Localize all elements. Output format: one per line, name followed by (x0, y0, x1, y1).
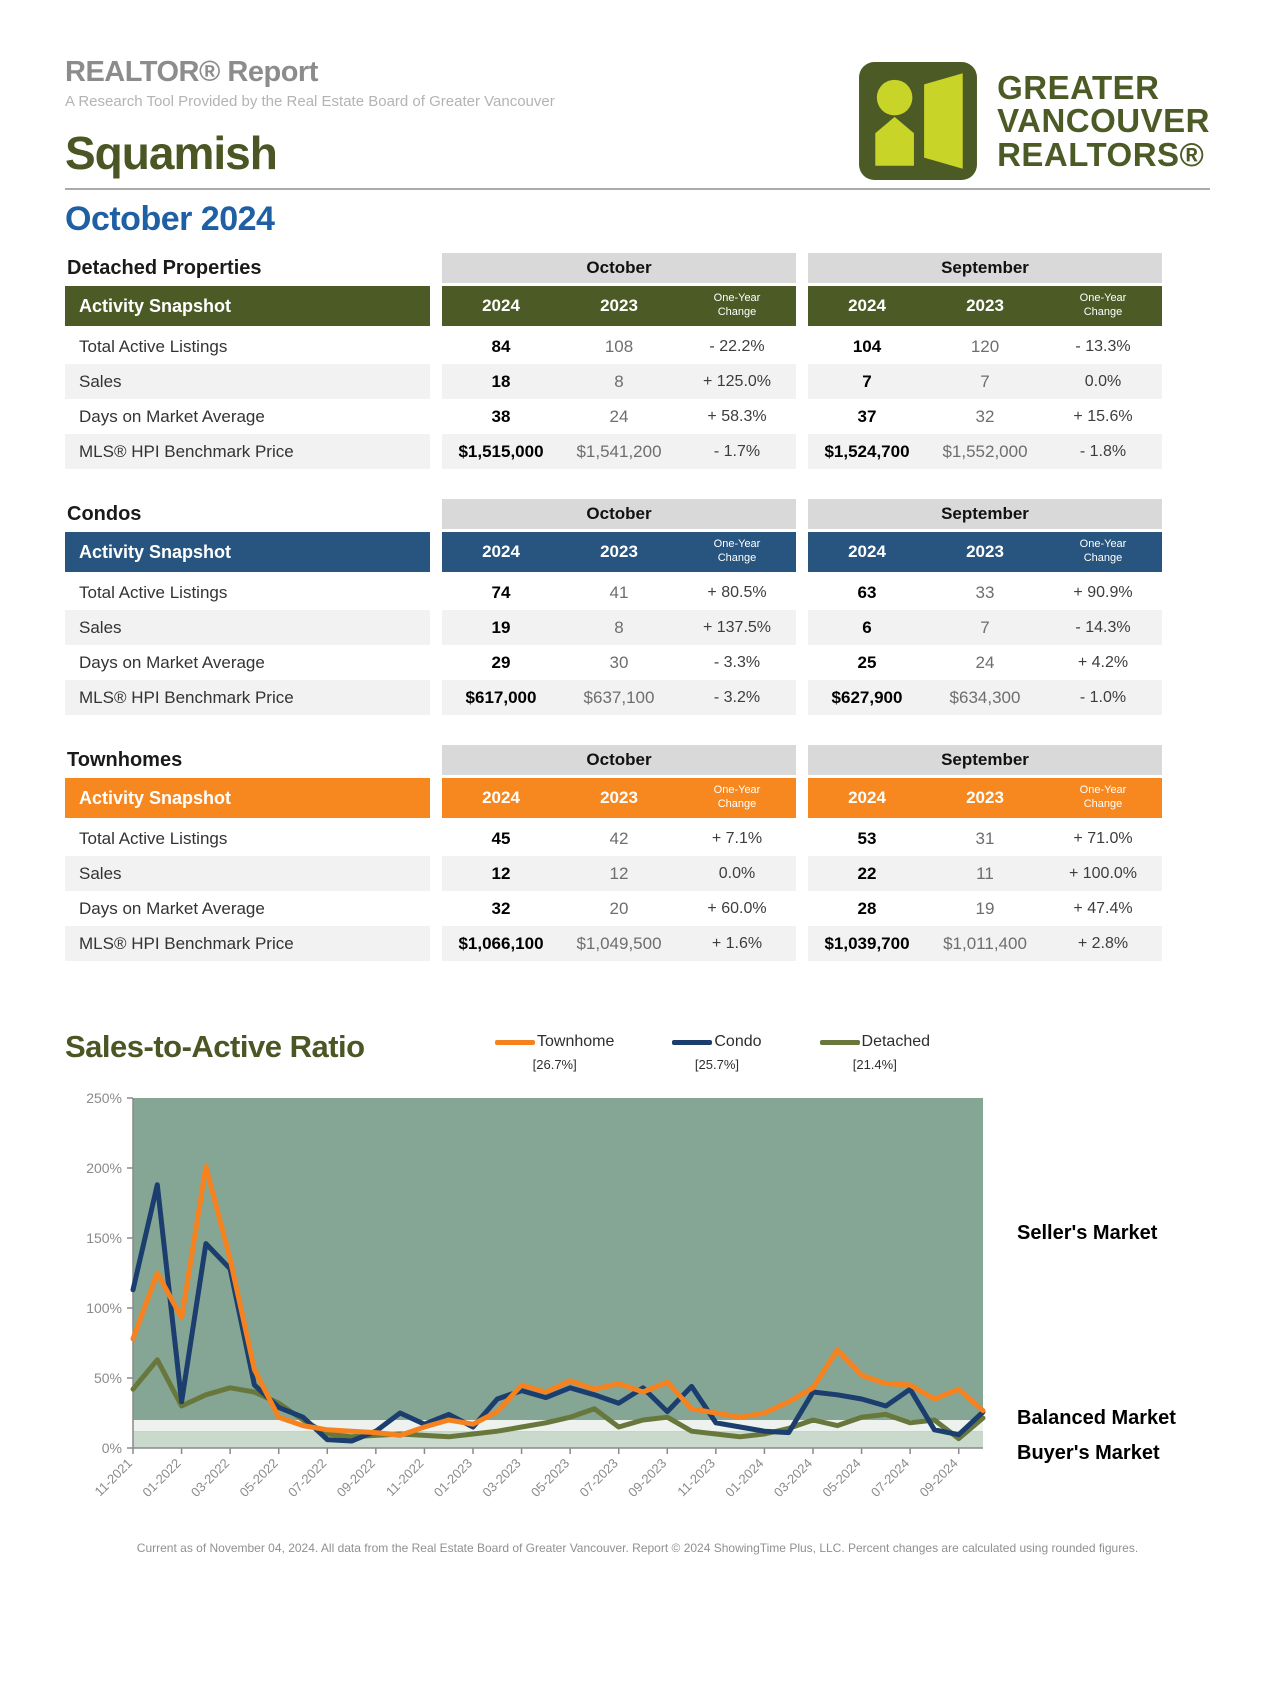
table-row (65, 610, 1210, 645)
svg-text:200%: 200% (86, 1160, 122, 1176)
svg-text:11-2023: 11-2023 (674, 1455, 718, 1500)
cell-value: $1,524,700 (808, 434, 926, 469)
svg-text:03-2022: 03-2022 (187, 1455, 233, 1500)
cell-value: 25 (808, 645, 926, 680)
cell-value: $1,011,400 (926, 926, 1044, 961)
cell-value: - 1.7% (678, 434, 796, 469)
cell-value: 24 (926, 645, 1044, 680)
table-row (65, 329, 1210, 364)
logo-line-1: GREATER (997, 68, 1160, 106)
col-header-2023: 2023 (926, 778, 1044, 818)
row-label: MLS® HPI Benchmark Price (65, 926, 430, 961)
logo-line-2: VANCOUVER (997, 102, 1210, 140)
row-label: Sales (65, 610, 430, 645)
legend-condo (672, 1033, 761, 1072)
detached-properties-table (65, 253, 1210, 469)
header-divider (65, 188, 1210, 190)
cell-value: $637,100 (560, 680, 678, 715)
legend-label: Townhome (537, 1033, 615, 1050)
col-header-2023: 2023 (926, 532, 1044, 572)
report-title: REALTOR® Report (65, 56, 318, 88)
cell-value: $1,039,700 (808, 926, 926, 961)
cell-value: 29 (442, 645, 560, 680)
cell-value: 6 (808, 610, 926, 645)
activity-snapshot-header: Activity Snapshot (65, 286, 430, 326)
cell-value: 45 (442, 821, 560, 856)
svg-text:01-2024: 01-2024 (722, 1455, 767, 1500)
row-label: Total Active Listings (65, 329, 430, 364)
cell-value: - 1.0% (1044, 680, 1162, 715)
col-header-change: One-Year Change (678, 778, 796, 818)
cell-value: + 2.8% (1044, 926, 1162, 961)
cell-value: 8 (560, 610, 678, 645)
col-header-2024: 2024 (442, 532, 560, 572)
svg-text:09-2022: 09-2022 (333, 1455, 378, 1500)
cell-value: 38 (442, 399, 560, 434)
cell-value: 104 (808, 329, 926, 364)
cell-value: 33 (926, 575, 1044, 610)
cell-value: + 58.3% (678, 399, 796, 434)
col-header-2024: 2024 (442, 286, 560, 326)
legend-current-value: [26.7%] (532, 1057, 577, 1072)
area-title: Squamish (65, 127, 277, 179)
cell-value: + 71.0% (1044, 821, 1162, 856)
col-header-2023: 2023 (926, 286, 1044, 326)
table-row (65, 575, 1210, 610)
table-row (65, 364, 1210, 399)
cell-value: 31 (926, 821, 1044, 856)
month-header-september: September (808, 253, 1162, 283)
cell-value: + 1.6% (678, 926, 796, 961)
svg-text:11-2022: 11-2022 (382, 1455, 427, 1500)
col-header-change: One-Year Change (678, 286, 796, 326)
cell-value: 84 (442, 329, 560, 364)
activity-snapshot-header: Activity Snapshot (65, 778, 430, 818)
cell-value: - 22.2% (678, 329, 796, 364)
cell-value: 12 (560, 856, 678, 891)
svg-text:05-2023: 05-2023 (527, 1455, 573, 1500)
townhome-line-swatch (495, 1040, 535, 1045)
col-header-change: One-Year Change (1044, 778, 1162, 818)
cell-value: + 4.2% (1044, 645, 1162, 680)
table-title: Townhomes (67, 749, 183, 771)
cell-value: $1,541,200 (560, 434, 678, 469)
legend-detached (820, 1033, 931, 1072)
table-row (65, 821, 1210, 856)
svg-text:01-2022: 01-2022 (139, 1455, 184, 1500)
svg-text:05-2024: 05-2024 (819, 1455, 864, 1500)
month-header-september: September (808, 499, 1162, 529)
row-label: Days on Market Average (65, 399, 430, 434)
cell-value: - 1.8% (1044, 434, 1162, 469)
row-label: Days on Market Average (65, 891, 430, 926)
cell-value: + 90.9% (1044, 575, 1162, 610)
row-label: Sales (65, 364, 430, 399)
svg-text:150%: 150% (86, 1230, 122, 1246)
col-header-2024: 2024 (808, 778, 926, 818)
cell-value: - 3.3% (678, 645, 796, 680)
cell-value: 18 (442, 364, 560, 399)
svg-text:07-2023: 07-2023 (576, 1455, 621, 1500)
cell-value: + 125.0% (678, 364, 796, 399)
col-header-change: One-Year Change (1044, 532, 1162, 572)
cell-value: + 7.1% (678, 821, 796, 856)
chart-body (65, 1080, 1210, 1515)
sellers-market-label: Seller's Market (1017, 1222, 1158, 1244)
svg-text:01-2023: 01-2023 (430, 1455, 476, 1500)
cell-value: 42 (560, 821, 678, 856)
period-title: October 2024 (65, 200, 275, 238)
row-label: MLS® HPI Benchmark Price (65, 680, 430, 715)
svg-text:50%: 50% (93, 1370, 122, 1386)
cell-value: + 137.5% (678, 610, 796, 645)
cell-value: $1,552,000 (926, 434, 1044, 469)
cell-value: 37 (808, 399, 926, 434)
chart-title: Sales-to-Active Ratio (65, 1029, 365, 1064)
cell-value: 28 (808, 891, 926, 926)
svg-text:07-2024: 07-2024 (867, 1455, 913, 1500)
logo-line-3: REALTORS® (997, 135, 1205, 173)
table-row (65, 856, 1210, 891)
cell-value: 32 (926, 399, 1044, 434)
sales-to-active-chart (65, 1080, 1000, 1510)
detached-line-swatch (820, 1040, 860, 1045)
cell-value: 74 (442, 575, 560, 610)
row-label: Sales (65, 856, 430, 891)
sales-to-active-section (65, 1029, 1210, 1515)
month-header-october: October (442, 253, 796, 283)
cell-value: 11 (926, 856, 1044, 891)
townhomes-table (65, 745, 1210, 961)
cell-value: 20 (560, 891, 678, 926)
svg-text:03-2023: 03-2023 (479, 1455, 524, 1500)
cell-value: + 47.4% (1044, 891, 1162, 926)
report-header (65, 56, 1210, 239)
svg-text:100%: 100% (86, 1300, 122, 1316)
condos-table (65, 499, 1210, 715)
cell-value: - 3.2% (678, 680, 796, 715)
col-header-2023: 2023 (560, 778, 678, 818)
cell-value: $617,000 (442, 680, 560, 715)
legend-label: Condo (714, 1033, 762, 1050)
cell-value: 108 (560, 329, 678, 364)
cell-value: 41 (560, 575, 678, 610)
month-header-september: September (808, 745, 1162, 775)
gvr-logo-icon (857, 60, 979, 182)
gvr-logo (857, 60, 1210, 182)
table-row (65, 680, 1210, 715)
legend-label: Detached (861, 1033, 931, 1050)
cell-value: $627,900 (808, 680, 926, 715)
cell-value: 0.0% (678, 856, 796, 891)
row-label: MLS® HPI Benchmark Price (65, 434, 430, 469)
table-row (65, 891, 1210, 926)
cell-value: 19 (926, 891, 1044, 926)
cell-value: $1,049,500 (560, 926, 678, 961)
report-footer: Current as of November 04, 2024. All data from the Real Estate Board of Greater Vancouver. Report © 2024 ShowingTime Plus, LLC. Percent changes are calculated using rounded figures. (136, 1541, 1139, 1555)
col-header-change: One-Year Change (1044, 286, 1162, 326)
legend-current-value: [25.7%] (694, 1057, 739, 1072)
col-header-change: One-Year Change (678, 532, 796, 572)
cell-value: + 15.6% (1044, 399, 1162, 434)
svg-text:09-2023: 09-2023 (625, 1455, 670, 1500)
cell-value: 63 (808, 575, 926, 610)
legend-townhome (495, 1033, 614, 1072)
cell-value: 22 (808, 856, 926, 891)
svg-text:11-2021: 11-2021 (91, 1455, 136, 1500)
cell-value: $1,066,100 (442, 926, 560, 961)
cell-value: 24 (560, 399, 678, 434)
col-header-2024: 2024 (808, 286, 926, 326)
table-title: Detached Properties (67, 257, 262, 279)
cell-value: 7 (808, 364, 926, 399)
cell-value: + 100.0% (1044, 856, 1162, 891)
cell-value: 19 (442, 610, 560, 645)
month-header-october: October (442, 745, 796, 775)
month-header-october: October (442, 499, 796, 529)
svg-text:03-2024: 03-2024 (770, 1455, 816, 1500)
cell-value: + 80.5% (678, 575, 796, 610)
cell-value: 120 (926, 329, 1044, 364)
row-label: Total Active Listings (65, 821, 430, 856)
activity-snapshot-header: Activity Snapshot (65, 532, 430, 572)
cell-value: $1,515,000 (442, 434, 560, 469)
table-row (65, 926, 1210, 961)
chart-legend (495, 1033, 930, 1072)
table-row (65, 434, 1210, 469)
gvr-logo-wordmark (997, 68, 1210, 173)
legend-current-value: [21.4%] (852, 1057, 897, 1072)
svg-text:250%: 250% (86, 1090, 122, 1106)
cell-value: 53 (808, 821, 926, 856)
cell-value: $634,300 (926, 680, 1044, 715)
col-header-2024: 2024 (442, 778, 560, 818)
cell-value: 30 (560, 645, 678, 680)
svg-text:09-2024: 09-2024 (916, 1455, 961, 1500)
svg-text:05-2022: 05-2022 (236, 1455, 281, 1500)
cell-value: + 60.0% (678, 891, 796, 926)
svg-text:07-2022: 07-2022 (285, 1455, 330, 1500)
col-header-2023: 2023 (560, 286, 678, 326)
cell-value: - 14.3% (1044, 610, 1162, 645)
cell-value: 12 (442, 856, 560, 891)
table-title: Condos (67, 503, 142, 525)
cell-value: 8 (560, 364, 678, 399)
row-label: Days on Market Average (65, 645, 430, 680)
buyers-market-label: Buyer's Market (1017, 1442, 1160, 1464)
cell-value: 32 (442, 891, 560, 926)
condo-line-swatch (672, 1040, 712, 1045)
table-row (65, 645, 1210, 680)
col-header-2024: 2024 (808, 532, 926, 572)
svg-text:0%: 0% (101, 1440, 122, 1456)
table-row (65, 399, 1210, 434)
cell-value: 0.0% (1044, 364, 1162, 399)
cell-value: 7 (926, 610, 1044, 645)
col-header-2023: 2023 (560, 532, 678, 572)
balanced-market-label: Balanced Market (1017, 1407, 1176, 1429)
cell-value: 7 (926, 364, 1044, 399)
row-label: Total Active Listings (65, 575, 430, 610)
cell-value: - 13.3% (1044, 329, 1162, 364)
report-subtitle: A Research Tool Provided by the Real Estate Board of Greater Vancouver (65, 93, 555, 110)
